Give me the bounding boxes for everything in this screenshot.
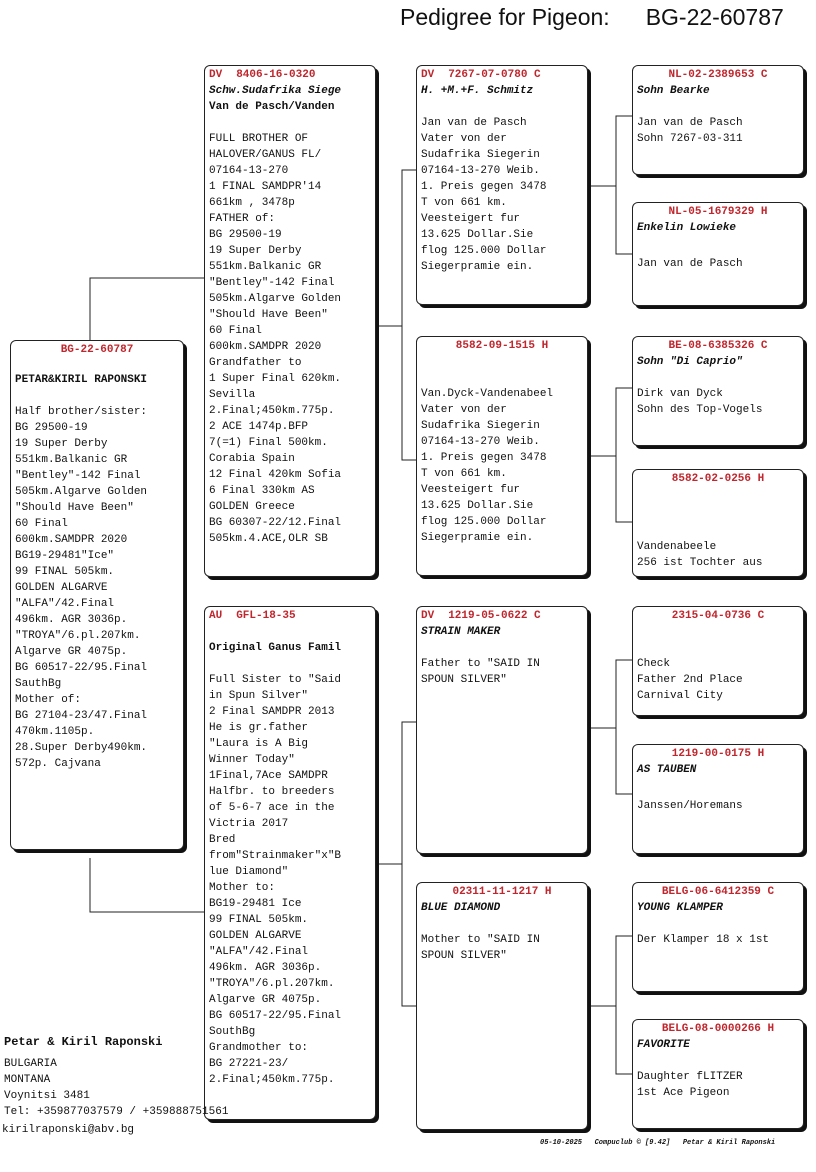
owner-block xyxy=(4,1034,384,1120)
owner-phone: Tel: +359877037579 / +359888751561 xyxy=(4,1106,229,1118)
ss-dam-ring: NL-05-1679329 H xyxy=(668,206,768,218)
dd-sire-card xyxy=(632,882,804,992)
ds-sire-ring: 2315-04-0736 C xyxy=(671,610,765,622)
ds-dam-card xyxy=(632,744,804,854)
sire-name-2: Van de Pasch/Vanden xyxy=(209,101,335,113)
ss-dam-description: Jan van de Pasch xyxy=(637,258,743,270)
dam-name: Original Ganus Famil xyxy=(209,642,342,654)
ss-dam-name: Enkelin Lowieke xyxy=(637,222,737,234)
ds-dam-name: AS TAUBEN xyxy=(637,764,697,776)
dd-sire-ring: BELG-06-6412359 C xyxy=(661,886,775,898)
sd-sire-description: Dirk van Dyck Sohn des Top-Vogels xyxy=(637,388,763,416)
sire-sire-prefix: DV xyxy=(421,69,435,81)
dd-dam-ring: BELG-08-0000266 H xyxy=(661,1023,775,1035)
dd-dam-description: Daughter fLITZER 1st Ace Pigeon xyxy=(637,1071,743,1099)
dam-sire-card xyxy=(416,606,588,854)
sd-dam-ring: 8582-02-0256 H xyxy=(671,473,765,485)
owner-region: MONTANA xyxy=(4,1074,51,1086)
sd-sire-card xyxy=(632,336,804,446)
owner-name: Petar & Kiril Raponski xyxy=(4,1035,163,1049)
sire-prefix: DV xyxy=(209,69,223,81)
subject-description: Half brother/sister: BG 29500-19 19 Super Derby 551km.Balkanic GR "Bentley"-142 Final 505km.Algarve Golden "Should Have Been" 60 Final 600km.SAMDPR 2020 BG19-29481"Ice" 99 FINAL 505km. GOLDEN ALGARVE "ALFA"/42.Final 496km. AGR 3036p. "TROYA"/6.pl.207km. Algarve GR 4075p. BG 60517-22/95.Final SauthBg Mother of: BG 27104-23/47.Final 470km.1105p. 28.Super Derby490km. 572p. Cajvana xyxy=(15,406,148,770)
dam-dam-card xyxy=(416,882,588,1130)
sire-name: Schw.Sudafrika Siege xyxy=(209,85,342,97)
dam-dam-name: BLUE DIAMOND xyxy=(421,902,501,914)
dam-sire-name: STRAIN MAKER xyxy=(421,626,501,638)
owner-email: kirilraponski@abv.bg xyxy=(2,1124,135,1136)
dam-description: Full Sister to "Said in Spun Silver" 2 Final SAMDPR 2013 He is gr.father "Laura is A Big Winner Today" 1Final,7Ace SAMDPR Halfbr. to breeders of 5-6-7 ace in the Victria 2017 Bred from"Strainmaker"x"B lue Diamond" Mother to: BG19-29481 Ice 99 FINAL 505km. GOLDEN ALGARVE "ALFA"/42.Final 496km. AGR 3036p. "TROYA"/6.pl.207km. Algarve GR 4075p. BG 60517-22/95.Final SouthBg Grandmother to: BG 27221-23/ 2.Final;450km.775p. xyxy=(209,674,342,1086)
ss-sire-card xyxy=(632,65,804,175)
owner-country: BULGARIA xyxy=(4,1058,57,1070)
sire-sire-name: H. +M.+F. Schmitz xyxy=(421,85,534,97)
sire-dam-ring: 8582-09-1515 H xyxy=(455,340,549,352)
sire-card xyxy=(204,65,376,577)
sd-sire-name: Sohn "Di Caprio" xyxy=(637,356,743,368)
subject-ring: BG-22-60787 xyxy=(60,344,134,356)
sire-sire-card xyxy=(416,65,588,305)
dam-ring: GFL-18-35 xyxy=(236,610,296,622)
dd-dam-card xyxy=(632,1019,804,1129)
sd-sire-ring: BE-08-6385326 C xyxy=(668,340,768,352)
dam-sire-description: Father to "SAID IN SPOUN SILVER" xyxy=(421,658,540,686)
dam-prefix: AU xyxy=(209,610,223,622)
footer-credit: 05-10-2025 Compuclub © [9.42] Petar & Kiril Raponski xyxy=(540,1139,776,1147)
dam-sire-ring: 1219-05-0622 C xyxy=(448,610,541,622)
title-ring: BG-22-60787 xyxy=(645,4,784,30)
ds-dam-ring: 1219-00-0175 H xyxy=(671,748,765,760)
sire-description: FULL BROTHER OF HALOVER/GANUS FL/ 07164-13-270 1 FINAL SAMDPR'14 661km , 3478p FATHER of: BG 29500-19 19 Super Derby 551km.Balkanic GR "Bentley"-142 Final 505km.Algarve Golden "Should Have Been" 60 Final 600km.SAMDPR 2020 Grandfather to 1 Super Final 620km. Sevilla 2.Final;450km.775p. 2 ACE 1474p.BFP 7(=1) Final 500km. Corabia Spain 12 Final 420km Sofia 6 Final 330km AS GOLDEN Greece BG 60307-22/12.Final 505km.4.ACE,OLR SB xyxy=(209,133,342,545)
subject-card xyxy=(10,340,184,850)
subject-owner-line: PETAR&KIRIL RAPONSKI xyxy=(15,374,148,386)
dam-sire-prefix: DV xyxy=(421,610,435,622)
dam-dam-ring: 02311-11-1217 H xyxy=(452,886,552,898)
sire-sire-description: Jan van de Pasch Vater von der Sudafrika Siegerin 07164-13-270 Weib. 1. Preis gegen 3478 T von 661 km. Veesteigert fur 13.625 Dollar.Sie flog 125.000 Dollar Siegerpramie ein. xyxy=(421,117,547,273)
dd-dam-name: FAVORITE xyxy=(637,1039,690,1051)
sire-dam-card xyxy=(416,336,588,576)
dd-sire-name: YOUNG KLAMPER xyxy=(637,902,723,914)
sd-dam-description: Vandenabeele 256 ist Tochter aus xyxy=(637,541,763,569)
ss-sire-ring: NL-02-2389653 C xyxy=(668,69,768,81)
sire-dam-description: Van.Dyck-Vandenabeel Vater von der Sudafrika Siegerin 07164-13-270 Weib. 1. Preis gegen 3478 T von 661 km. Veesteigert fur 13.625 Dollar.Sie flog 125.000 Dollar Siegerpramie ein. xyxy=(421,388,554,544)
ds-sire-description: Check Father 2nd Place Carnival City xyxy=(637,658,743,702)
ss-sire-name: Sohn Bearke xyxy=(637,85,710,97)
title-label: Pedigree for Pigeon: xyxy=(400,4,610,30)
sd-dam-card xyxy=(632,469,804,577)
owner-address: Voynitsi 3481 xyxy=(4,1090,90,1102)
ds-dam-description: Janssen/Horemans xyxy=(637,800,743,812)
sire-ring: 8406-16-0320 xyxy=(236,69,316,81)
ds-sire-card xyxy=(632,606,804,716)
sire-sire-ring: 7267-07-0780 C xyxy=(448,69,541,81)
dam-dam-description: Mother to "SAID IN SPOUN SILVER" xyxy=(421,934,540,962)
ss-dam-card xyxy=(632,202,804,306)
dd-sire-description: Der Klamper 18 x 1st xyxy=(637,934,770,946)
ss-sire-description: Jan van de Pasch Sohn 7267-03-311 xyxy=(637,117,743,145)
